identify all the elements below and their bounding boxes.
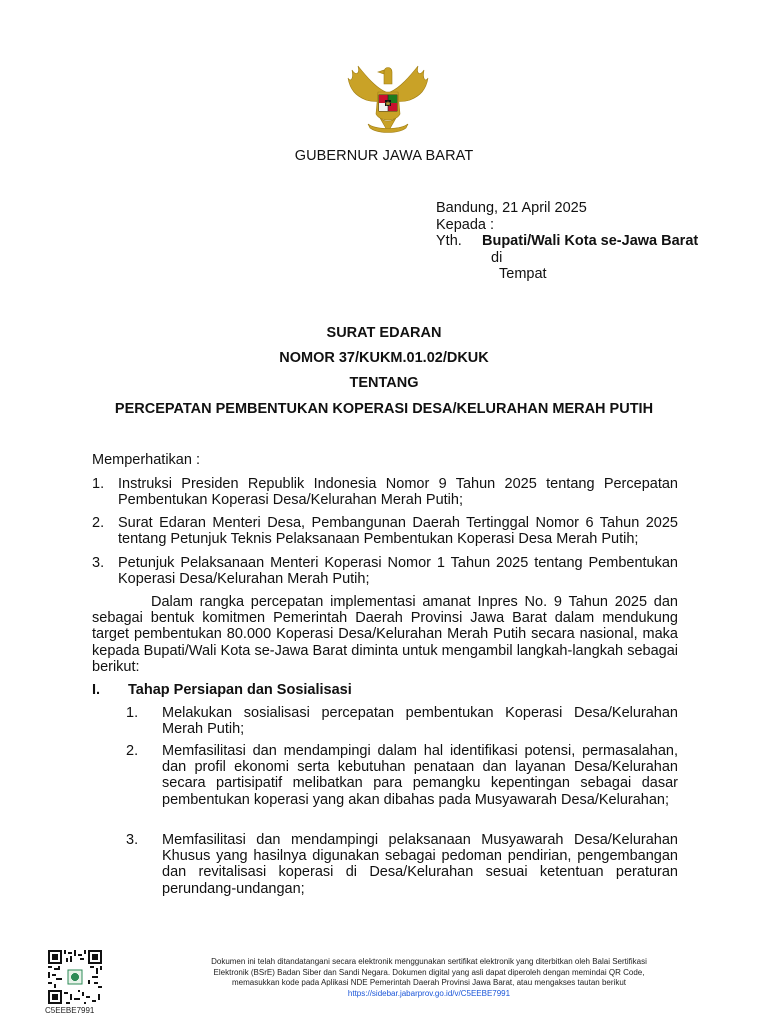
reference-item (92, 476, 678, 508)
step-text: Memfasilitasi dan mendampingi pelaksanaan Musyawarah Desa/Kelurahan Khusus yang hasilnya digunakan sebagai pedoman pendirian, pengembangan dan revitalisasi koperasi di Desa/Kelurahan sesuai ketentuan peraturan perundang-undangan; (162, 832, 678, 897)
intro-paragraph: Dalam rangka percepatan implementasi amanat Inpres No. 9 Tahun 2025 dan sebagai bentuk komitmen Pemerintah Daerah Provinsi Jawa Barat dalam mendukung target pembentukan 80.000 Koperasi Desa/Kelurahan Merah Putih secara nasional, maka kepada Bupati/Wali Kota se-Jawa Barat diminta untuk mengambil langkah-langkah sebagai berikut: (92, 594, 678, 675)
step-item (126, 743, 678, 808)
verification-link[interactable]: https://sidebar.jabarprov.go.id/v/C5EEBE7991 (347, 988, 511, 998)
reference-text: Surat Edaran Menteri Desa, Pembangunan Daerah Tertinggal Nomor 6 Tahun 2025 tentang Petunjuk Teknis Pelaksanaan Pembentukan Koperasi Desa Merah Putih; (118, 515, 678, 548)
reference-text: Petunjuk Pelaksanaan Menteri Koperasi Nomor 1 Tahun 2025 tentang Pembentukan Koperasi Desa/Kelurahan Merah Putih; (118, 555, 678, 588)
garuda-emblem-icon (346, 62, 430, 142)
recipient-line (436, 233, 698, 250)
doc-type-heading: SURAT EDARAN (326, 325, 442, 341)
step-item (126, 832, 678, 897)
footer-line: Dokumen ini telah ditandatangani secara elektronik menggunakan sertifikat elektronik yang diterbitkan oleh Balai Sertifikasi (211, 957, 647, 966)
footer-line: memasukkan kode pada Aplikasi NDE Pemerintah Daerah Provinsi Jawa Barat, atau mengakses tautan berikut (232, 978, 626, 987)
footer-line: Elektronik (BSrE) Badan Siber dan Sandi Negara. Dokumen digital yang asli dapat diperoleh dengan memindai QR Code, (213, 967, 645, 977)
qr-code-label: C5EEBE7991 (45, 1006, 95, 1015)
reference-item (92, 515, 678, 547)
step-number: 1. (126, 705, 139, 721)
address-block (436, 200, 698, 283)
yth-label: Yth. (436, 233, 462, 249)
section-number: I. (92, 682, 101, 698)
reference-number: 2. (92, 515, 105, 531)
step-number: 3. (126, 832, 139, 848)
reference-text: Instruksi Presiden Republik Indonesia Nomor 9 Tahun 2025 tentang Percepatan Pembentukan Koperasi Desa/Kelurahan Merah Putih; (118, 476, 678, 509)
step-text: Melakukan sosialisasi percepatan pembentukan Koperasi Desa/Kelurahan Merah Putih; (162, 705, 678, 738)
section-heading (92, 682, 352, 698)
qr-code-icon[interactable] (48, 950, 102, 1004)
subject-heading: PERCEPATAN PEMBENTUKAN KOPERASI DESA/KELURAHAN MERAH PUTIH (114, 401, 654, 417)
about-heading: TENTANG (349, 375, 419, 391)
reference-number: 3. (92, 555, 105, 571)
di-label: di (491, 249, 503, 266)
step-item (126, 705, 678, 737)
recipient-name: Bupati/Wali Kota se-Jawa Barat (482, 233, 699, 249)
step-text: Memfasilitasi dan mendampingi dalam hal identifikasi potensi, permasalahan, dan profil ekonomi serta kebutuhan penataan dan layanan Desa/Kelurahan secara partisipatif melibatkan para pemangku kepentingan sebagai dasar pembentukan koperasi yang akan dibahas pada Musyawarah Desa/Kelurahan; (162, 743, 678, 808)
tempat-label: Tempat (499, 266, 547, 282)
office-title: GUBERNUR JAWA BARAT (294, 148, 474, 164)
place-date: Bandung, 21 April 2025 (436, 200, 587, 216)
section-title: Tahap Persiapan dan Sosialisasi (128, 682, 352, 698)
step-number: 2. (126, 743, 139, 759)
considering-label: Memperhatikan : (92, 452, 200, 468)
reference-number: 1. (92, 476, 105, 492)
reference-item (92, 555, 678, 587)
doc-number-heading: NOMOR 37/KUKM.01.02/DKUK (279, 350, 489, 366)
e-signature-notice (114, 957, 744, 999)
kepada-label: Kepada : (436, 216, 495, 233)
